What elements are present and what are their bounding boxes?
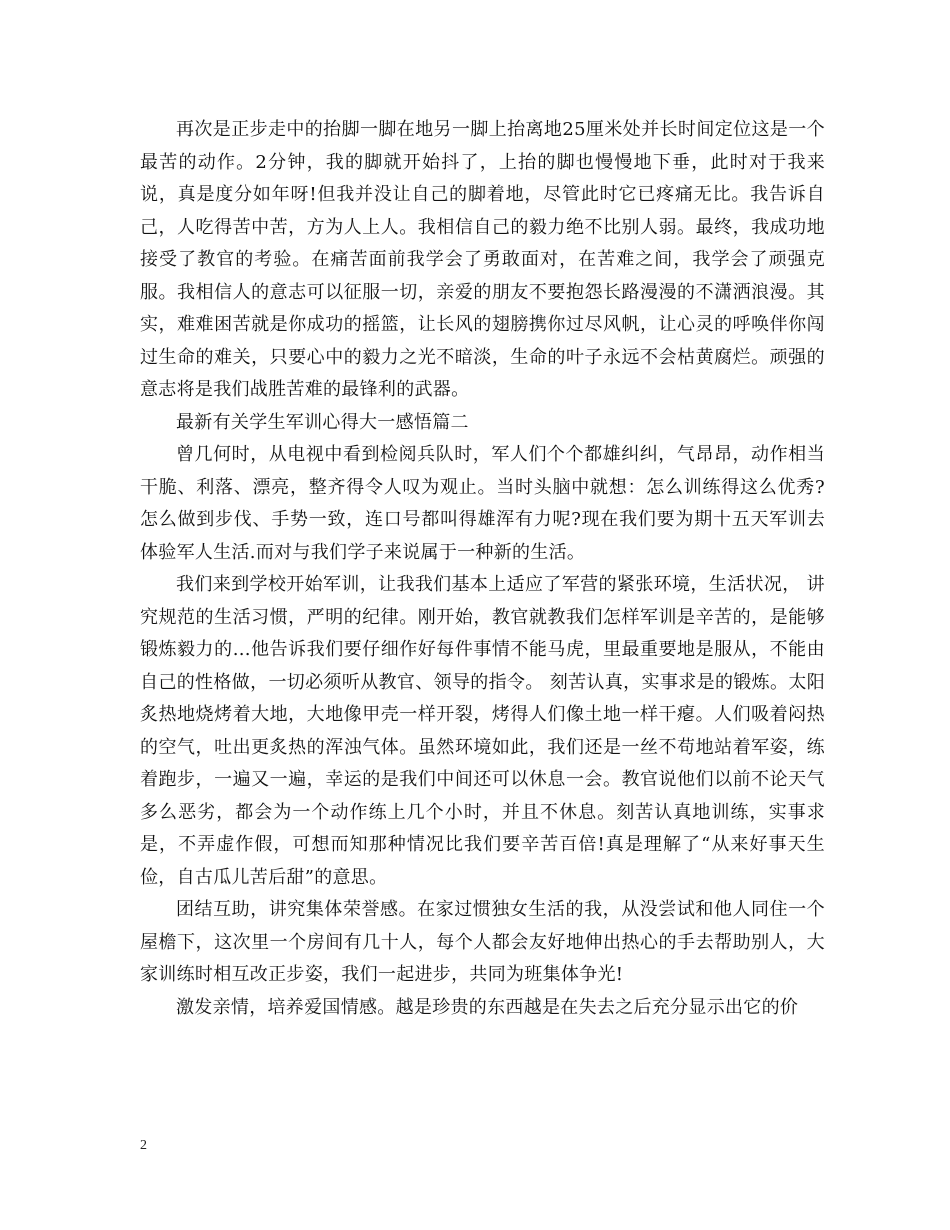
paragraph-5: 激发亲情，培养爱国情感。越是珍贵的东西越是在失去之后充分显示出它的价 [176, 996, 799, 1018]
document-body [140, 114, 825, 1024]
paragraph-1: 再次是正步走中的抬脚一脚在地另一脚上抬离地25厘米处并长时间定位这是一个最苦的动作。2分钟，我的脚就开始抖了，上抬的脚也慢慢地下垂，此时对于我来说，真是度分如年呀!但我并没让自己的脚着地，尽管此时它已疼痛无比。我告诉自己，人吃得苦中苦，方为人上人。我相信自己的毅力绝不比别人弱。最终，我成功地接受了教官的考验。在痛苦面前我学会了勇敢面对，在苦难之间，我学会了顽强克服。我相信人的意志可以征服一切，亲爱的朋友不要抱怨长路漫漫的不潇洒浪漫。其实，难难困苦就是你成功的摇篮，让长风的翅膀携你过尽风帆，让心灵的呼唤伴你闯过生命的难关，只要心中的毅力之光不暗淡，生命的叶子永远不会枯黄腐烂。顽强的意志将是我们战胜苦难的最锋利的武器。 [140, 119, 825, 400]
paragraph-4: 团结互助，讲究集体荣誉感。在家过惯独女生活的我，从没尝试和他人同住一个屋檐下，这次里一个房间有几十人，每个人都会友好地伸出热心的手去帮助别人，大家训练时相互改正步姿，我们一起进步，共同为班集体争光! [140, 899, 825, 985]
paragraph-2: 曾几何时，从电视中看到检阅兵队时，军人们个个都雄纠纠，气昂昂，动作相当干脆、利落、漂亮，整齐得令人叹为观止。当时头脑中就想：怎么训练得这么优秀?怎么做到步伐、手势一致，连口号都叫得雄浑有力呢?现在我们要为期十五天军训去体验军人生活.而对与我们学子来说属于一种新的生活。 [140, 444, 825, 563]
section-heading: 最新有关学生军训心得大一感悟篇二 [176, 411, 469, 433]
paragraph-3: 我们来到学校开始军训，让我我们基本上适应了军营的紧张环境，生活状况， 讲究规范的生活习惯，严明的纪律。刚开始，教官就教我们怎样军训是辛苦的，是能够锻炼毅力的…他告诉我们要仔细作好每件事情不能马虎，里最重要地是服从，不能由自己的性格做，一切必须听从教官、领导的指令。 刻苦认真，实事求是的锻炼。太阳炙热地烧烤着大地，大地像甲壳一样开裂，烤得人们像土地一样干瘪。人们吸着闷热的空气，吐出更炙热的浑浊气体。虽然环境如此，我们还是一丝不苟地站着军姿，练着跑步，一遍又一遍，幸运的是我们中间还可以休息一会。教官说他们以前不论天气多么恶劣，都会为一个动作练上几个小时，并且不休息。刻苦认真地训练，实事求是，不弄虚作假，可想而知那种情况比我们要辛苦百倍!真是理解了“从来好事天生俭，自古瓜儿苦后甜”的意思。 [140, 574, 825, 888]
page-number: 2 [140, 1138, 147, 1153]
